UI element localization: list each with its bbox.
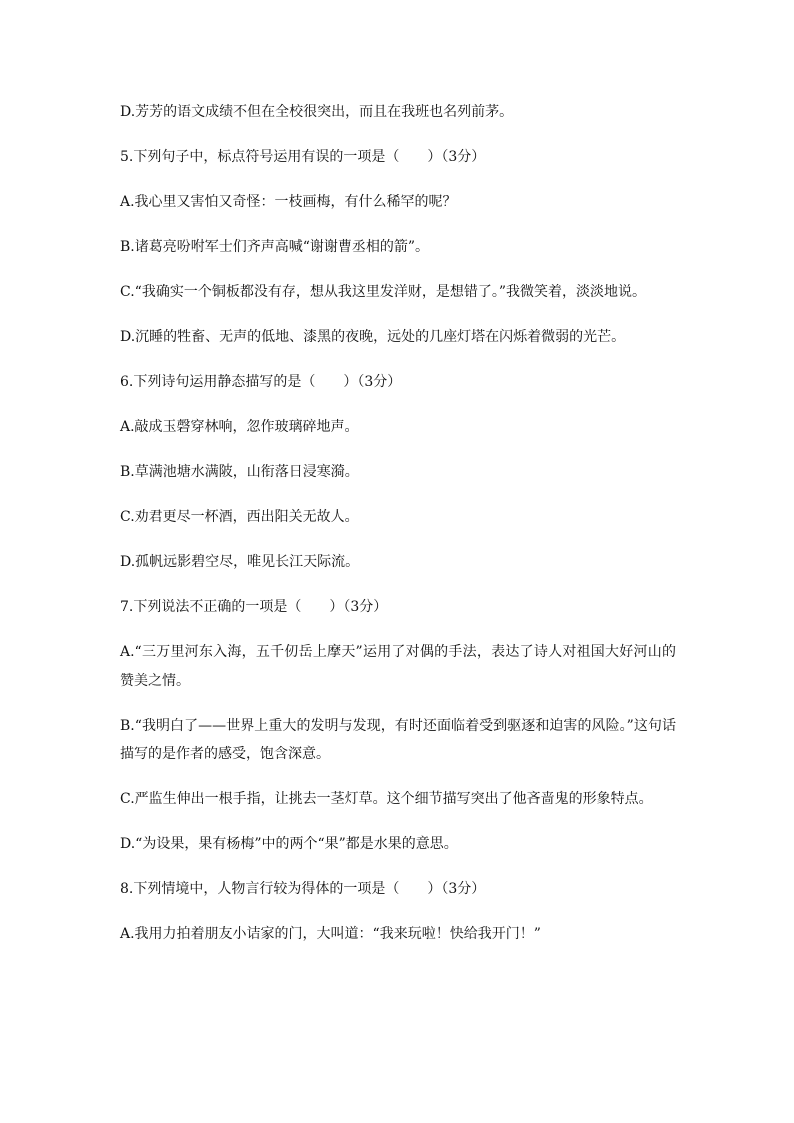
option-d-q7: D.“为设果，果有杨梅”中的两个“果”都是水果的意思。 <box>120 836 458 852</box>
option-d-q4: D.芳芳的语文成绩不但在全校很突出，而且在我班也名列前茅。 <box>120 104 514 120</box>
option-b-q6: B.草满池塘水满陂，山衔落日浸寒漪。 <box>120 464 359 480</box>
option-c-q6: C.劝君更尽一杯酒，西出阳关无故人。 <box>120 509 359 525</box>
option-c-q5: C.“我确实一个铜板都没有存，想从我这里发洋财，是想错了。”我微笑着，淡淡地说。 <box>120 284 646 300</box>
option-a-q5: A.我心里又害怕又奇怪：一枝画梅，有什么稀罕的呢？ <box>120 194 457 210</box>
option-a-q8: A.我用力拍着朋友小诘家的门，大叫道：“我来玩啦！快给我开门！” <box>120 926 541 942</box>
option-b-q7: B.“我明白了——世界上重大的发明与发现，有时还面临着受到驱逐和迫害的风险。”这句话描写的是作者的感受，饱含深意。 <box>120 717 676 762</box>
question-7: 7.下列说法不正确的一项是（ ）（3分） <box>120 599 388 615</box>
exam-content <box>120 98 676 965</box>
option-a-q7: A.“三万里河东入海，五千仞岳上摩天”运用了对偶的手法，表达了诗人对祖国大好河山的赞美之情。 <box>120 644 676 689</box>
question-8: 8.下列情境中，人物言行较为得体的一项是（ ）（3分） <box>120 881 486 897</box>
option-d-q6: D.孤帆远影碧空尽，唯见长江天际流。 <box>120 554 360 570</box>
option-a-q6: A.敲成玉磬穿林响，忽作玻璃碎地声。 <box>120 419 359 435</box>
option-d-q5: D.沉睡的牲畜、无声的低地、漆黑的夜晚，远处的几座灯塔在闪烁着微弱的光芒。 <box>120 329 626 345</box>
question-6: 6.下列诗句运用静态描写的是（ ）（3分） <box>120 374 402 390</box>
question-5: 5.下列句子中，标点符号运用有误的一项是（ ）（3分） <box>120 149 486 165</box>
option-c-q7: C.严监生伸出一根手指，让挑去一茎灯草。这个细节描写突出了他吝啬鬼的形象特点。 <box>120 791 653 807</box>
option-b-q5: B.诸葛亮吩咐军士们齐声高喊“谢谢曹丞相的箭”。 <box>120 239 430 255</box>
